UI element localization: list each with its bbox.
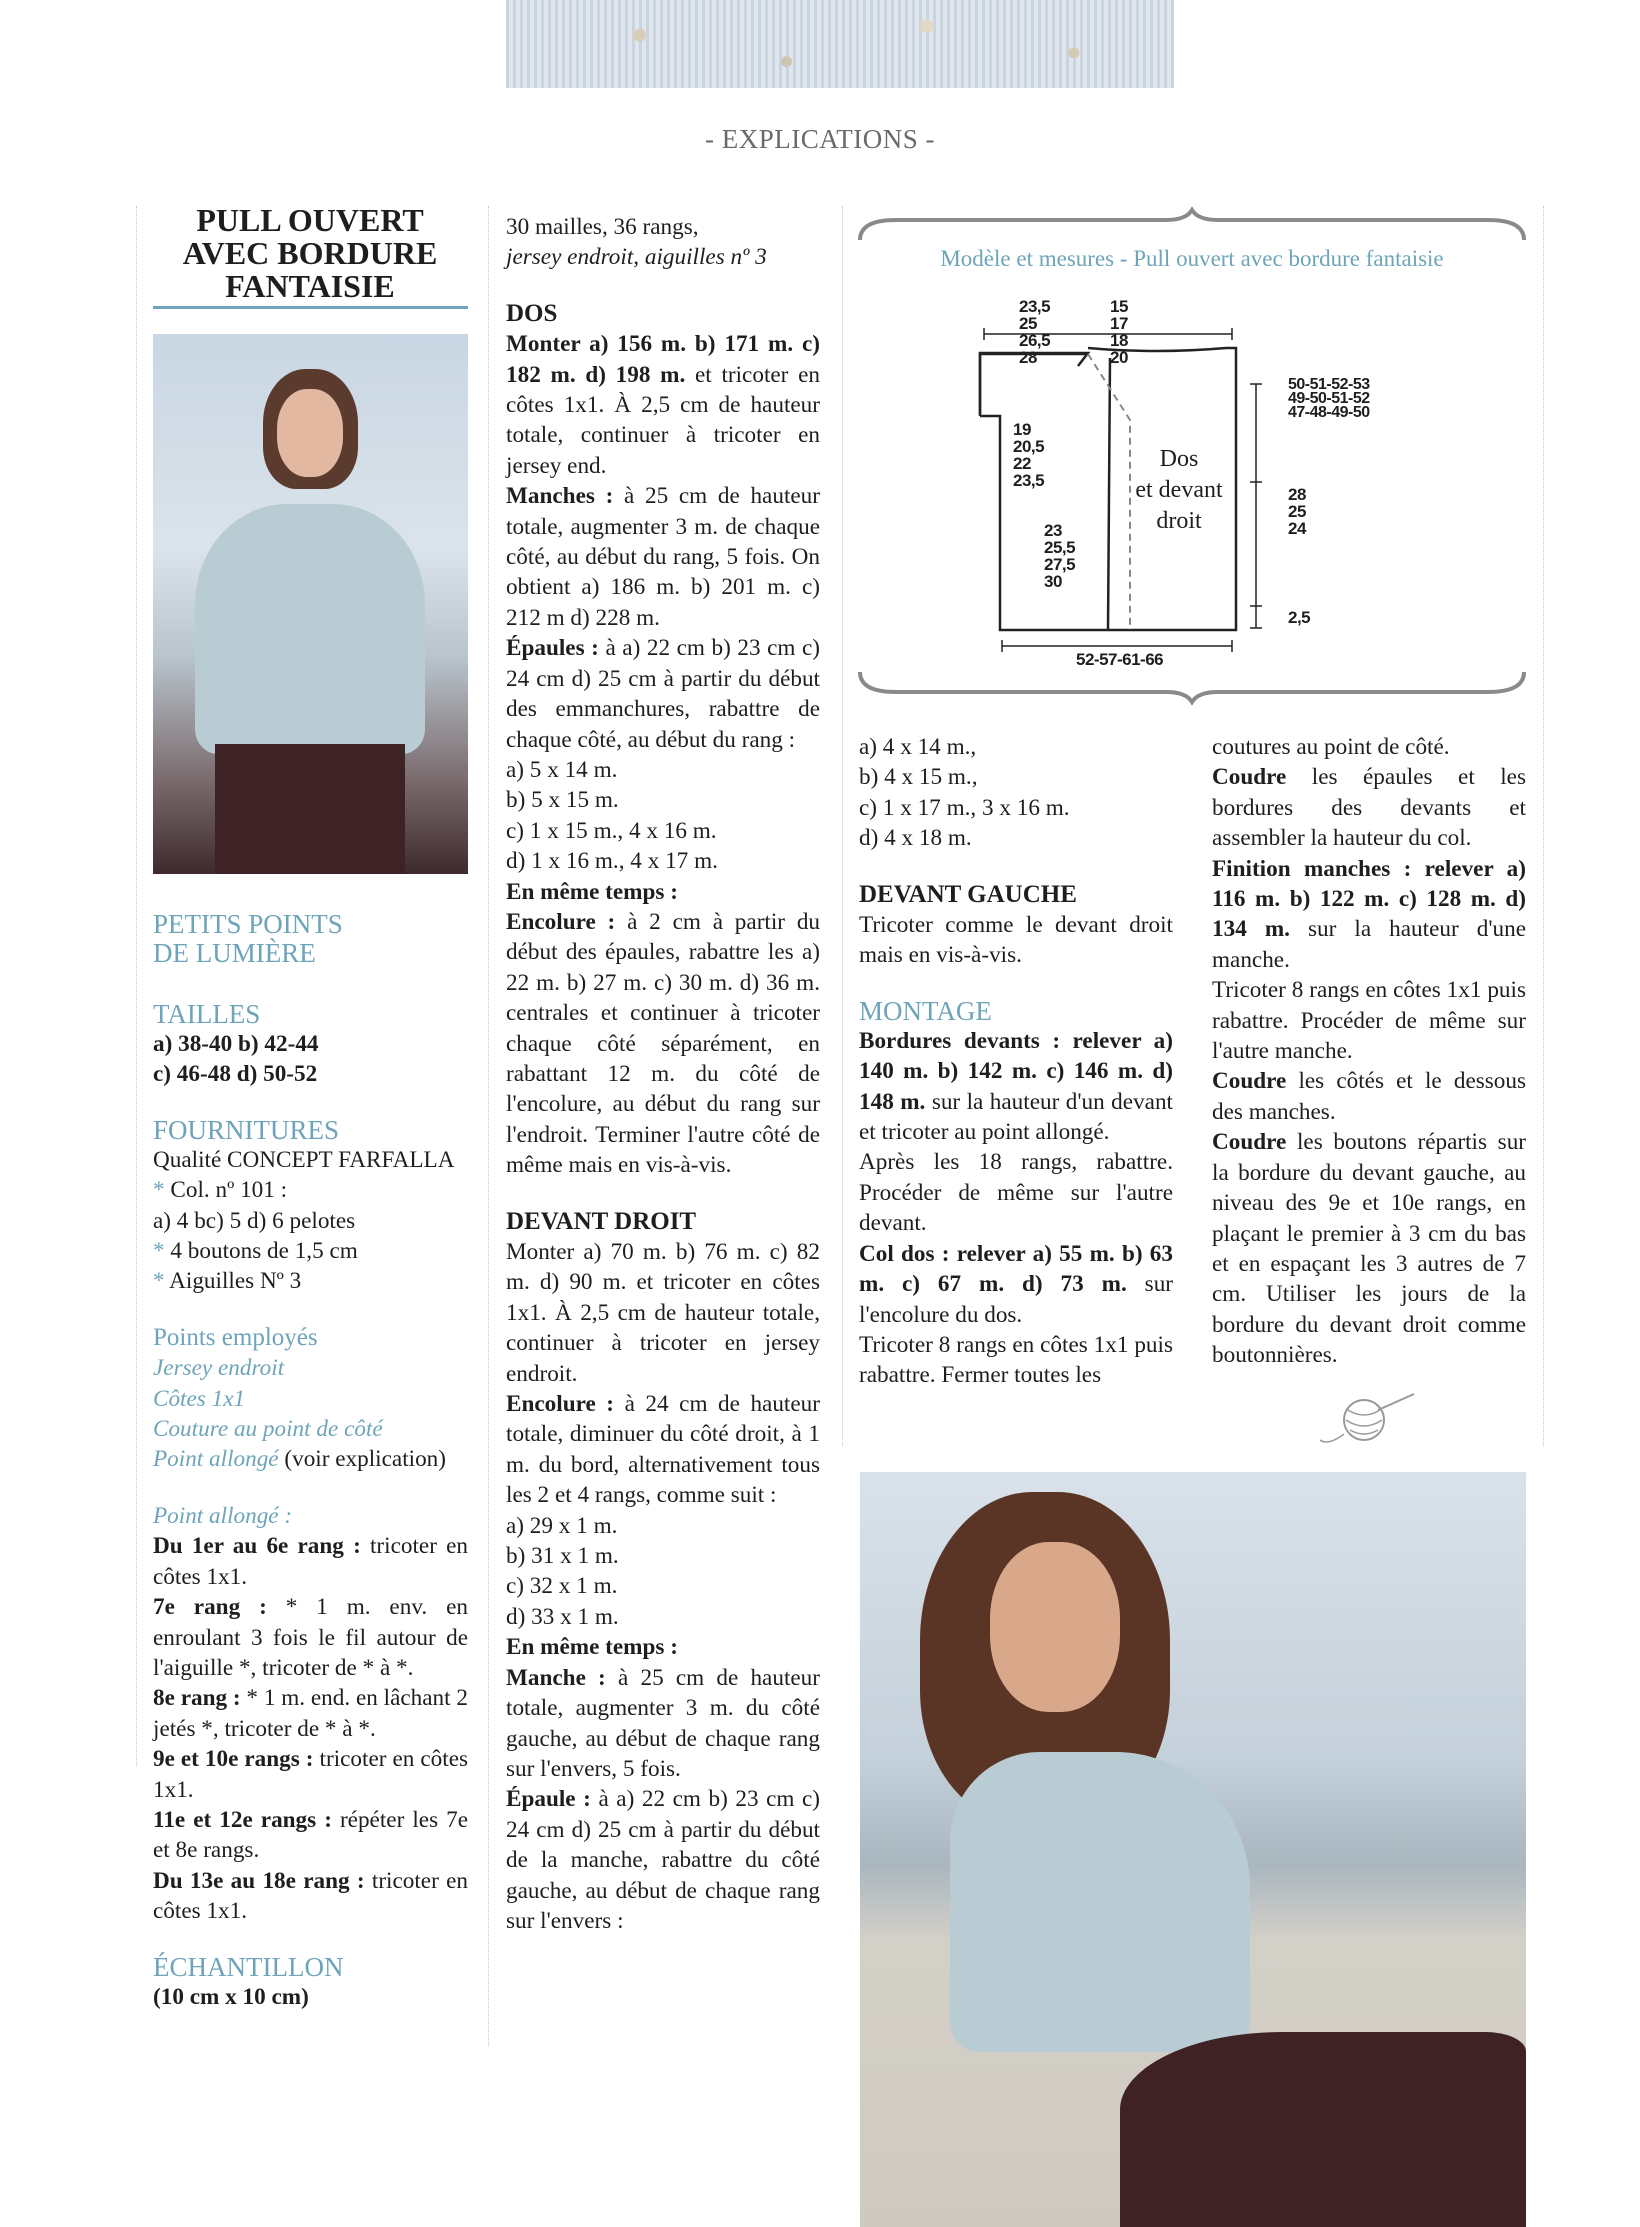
text: tricoter en côtes 1x1. (153, 1746, 469, 1803)
cardigan-shape (950, 1752, 1250, 2052)
label: Finition manches : relever a) 116 m. b) 122 m. c) 128 m. d) 134 m. (1212, 855, 1526, 943)
heading-montage: MONTAGE (859, 995, 992, 1026)
text: à 25 cm de hauteur totale, augmenter 3 m. du côté gauche, au début de chaque rang sur l'envers, 5 fois. (506, 1664, 820, 1782)
label: Bordures devants : relever a) 140 m. b) 142 m. c) 146 m. d) 148 m. (859, 1027, 1173, 1115)
face-shape (277, 389, 343, 477)
rang-instruction (153, 1683, 468, 1744)
cardigan-shape (195, 504, 425, 754)
dd-epaule (506, 1784, 820, 1936)
frame-bottom (860, 672, 1524, 702)
column-1 (153, 910, 468, 2012)
dim-value: 28 (1288, 485, 1306, 504)
list-item: d) 33 x 1 m. (506, 1603, 619, 1630)
dim-value: 27,5 (1044, 555, 1076, 574)
heading-points-employes: Points employés (153, 1323, 318, 1351)
title-line: FANTAISIE (225, 268, 395, 304)
label: 11e et 12e rangs : (153, 1806, 332, 1833)
dd-monter: Monter a) 70 m. b) 76 m. c) 82 m. d) 90 m. et tricoter en côtes 1x1. À 2,5 cm de hauteur totale, continuer à tricoter en jersey endroit. (506, 1239, 820, 1387)
list-item: d) 1 x 16 m., 4 x 17 m. (506, 848, 718, 875)
coudre-cotes (1212, 1066, 1526, 1127)
dim-value: 50-51-52-53 (1288, 376, 1370, 393)
text: et tricoter en côtes 1x1. À 2,5 cm de hauteur totale, continuer à tricoter en jersey end. (506, 361, 820, 479)
dim-value: 28 (1019, 348, 1037, 367)
dim-value: 24 (1288, 519, 1306, 538)
dim-value: 25 (1288, 502, 1306, 521)
skirt-shape (1120, 2032, 1526, 2227)
label: Coudre (1212, 764, 1287, 791)
column-2 (506, 212, 820, 1936)
dim-value: 23 (1044, 521, 1062, 540)
heading-dos: DOS (506, 299, 558, 327)
text: * 1 m. end. en lâchant 2 jetés *, tricoter de * à *. (153, 1685, 468, 1742)
text: sur la hauteur d'un devant et tricoter au point allongé. (859, 1088, 1173, 1146)
label: Encolure : (506, 1391, 615, 1418)
measurement-diagram (856, 206, 1528, 706)
finition-manches (1212, 854, 1526, 976)
text: répéter les 7e et 8e rangs. (153, 1806, 469, 1864)
echantillon-size: (10 cm x 10 cm) (153, 1983, 309, 2010)
tricoter-text: Tricoter 8 rangs en côtes 1x1 puis rabattre. Fermer toutes les (859, 1331, 1173, 1389)
column-divider (1543, 206, 1544, 1446)
text: à 24 cm de hauteur totale, diminuer du côté droit, à 1 m. du bord, alternativement tous les 2 et 4 rangs, comme suit : (506, 1391, 820, 1509)
heading-echantillon: ÉCHANTILLON (153, 1951, 344, 1982)
text: (voir explication) (284, 1446, 447, 1473)
tricoter-text: Tricoter 8 rangs en côtes 1x1 puis rabattre. Procéder de même sur l'autre manche. (1212, 977, 1526, 1065)
tailles-line: a) 38-40 b) 42-44 (153, 1031, 319, 1057)
dim-value: 25 (1019, 314, 1037, 333)
fournitures-aiguilles (153, 1266, 468, 1296)
point-item (153, 1444, 468, 1474)
label: Du 1er au 6e rang : (153, 1533, 361, 1560)
list-item: b) 5 x 15 m. (506, 787, 619, 814)
intro-line: jersey endroit, aiguilles nº 3 (506, 244, 767, 271)
dg-text: Tricoter comme le devant droit mais en vis-à-vis. (859, 912, 1173, 969)
label: Coudre (1212, 1068, 1287, 1095)
dim-value: 30 (1044, 572, 1062, 591)
article-title (150, 204, 470, 303)
label: 9e et 10e rangs : (153, 1746, 314, 1773)
dim-right-top (1288, 378, 1370, 420)
dim-right-mid (1288, 486, 1306, 537)
list-item: c) 1 x 17 m., 3 x 16 m. (859, 794, 1070, 821)
label: Du 13e au 18e rang : (153, 1867, 365, 1894)
column-divider (136, 206, 137, 1766)
apres-text: Après les 18 rangs, rabattre. Procéder de même sur l'autre devant. (859, 1149, 1173, 1237)
bullet: * (153, 1177, 165, 1204)
heading-line: DE LUMIÈRE (153, 938, 316, 968)
dim-mid-inner (1044, 522, 1075, 590)
text: à a) 22 cm b) 23 cm c) 24 cm d) 25 cm à partir du début de la manche, rabattre du côté gauche, au début de chaque rang sur l'envers : (506, 1786, 821, 1934)
column-4 (1212, 732, 1526, 1371)
tailles-line: c) 46-48 d) 50-52 (153, 1061, 318, 1088)
fournitures-qualite: Qualité CONCEPT FARFALLA (153, 1146, 455, 1173)
dim-value: 47-48-49-50 (1288, 404, 1370, 421)
dim-value: 26,5 (1019, 331, 1051, 350)
title-line: PULL OUVERT (196, 202, 424, 238)
piece-label-line: Dos (1159, 446, 1199, 472)
dim-value: 19 (1013, 420, 1031, 439)
label: 8e rang : (153, 1685, 241, 1712)
rang-instruction (153, 1592, 468, 1683)
text: à 2 cm à partir du début des épaules, rabattre les a) 22 m. b) 27 m. c) 30 m. d) 36 m. centrales et continuer à tricoter chaque côté séparément, en rabattant 12 m. du côté de l'encolure, au début du rang sur l'endroit. Terminer l'autre côté de même mais en vis-à-vis. (506, 908, 821, 1179)
text: à a) 22 cm b) 23 cm c) 24 cm d) 25 cm à partir du début des emmanchures, rabattre de chaque côté, au début du rang : (506, 635, 820, 753)
dim-value: 23,5 (1019, 297, 1051, 316)
text: sur la hauteur d'une manche. (1212, 916, 1526, 973)
model-photo-large (860, 1472, 1526, 2227)
piece-label-line: droit (1156, 508, 1202, 534)
list-item: b) 31 x 1 m. (506, 1543, 619, 1570)
coudre-epaules (1212, 762, 1526, 853)
title-underline (153, 306, 468, 309)
intro-line: 30 mailles, 36 rangs, (506, 214, 699, 240)
dim-top-left (1019, 298, 1050, 366)
heading-petits-points (153, 910, 468, 968)
heading-point-allonge: Point allongé : (153, 1502, 293, 1529)
text: tricoter en côtes 1x1. (153, 1867, 468, 1925)
diagram-title: Modèle et mesures - Pull ouvert avec bordure fantaisie (940, 246, 1444, 271)
label: Épaules : (506, 635, 599, 662)
dim-left-inner (1013, 421, 1044, 489)
text: Point allongé (153, 1446, 279, 1473)
bullet: * (153, 1268, 165, 1295)
rang-instruction (153, 1805, 468, 1866)
piece-label-line: et devant (1135, 477, 1223, 503)
list-item: a) 5 x 14 m. (506, 756, 618, 783)
dim-value: 22 (1013, 454, 1031, 473)
dd-encolure (506, 1389, 820, 1511)
label: Épaule : (506, 1786, 591, 1813)
yarn-ball-icon (1318, 1390, 1418, 1450)
yarn-swatch-image (506, 0, 1174, 88)
coudre-boutons (1212, 1127, 1526, 1370)
dim-value: 23,5 (1013, 471, 1045, 490)
dim-value: 15 (1110, 297, 1128, 316)
bordures-devants (859, 1026, 1173, 1148)
meme-temps: En même temps : (506, 1634, 678, 1661)
label: 7e rang : (153, 1594, 267, 1621)
text: tricoter en côtes 1x1. (153, 1533, 469, 1590)
dim-right-bottom: 2,5 (1288, 608, 1311, 627)
heading-fournitures: FOURNITURES (153, 1114, 340, 1145)
face-shape (990, 1542, 1120, 1712)
text: 4 boutons de 1,5 cm (170, 1238, 358, 1265)
heading-line: PETITS POINTS (153, 909, 343, 939)
label: Encolure : (506, 908, 616, 935)
text: à 25 cm de hauteur totale, augmenter 3 m. de chaque côté, au début du rang, 5 fois. On obtient a) 186 m. b) 201 m. c) 212 m d) 228 m. (506, 483, 820, 631)
text: les épaules et les bordures des devants et assembler la hauteur du col. (1212, 764, 1527, 852)
center-line (1108, 358, 1110, 630)
list-item: d) 4 x 18 m. (859, 825, 972, 852)
label: Col dos : relever a) 55 m. b) 63 m. c) 67 m. d) 73 m. (859, 1240, 1173, 1298)
col-dos (859, 1239, 1173, 1330)
yarn-ball-svg (1318, 1390, 1418, 1450)
point-item: Jersey endroit (153, 1355, 285, 1382)
model-photo (153, 334, 468, 874)
dim-value: 25,5 (1044, 538, 1076, 557)
point-item: Couture au point de côté (153, 1416, 383, 1443)
text: Col. nº 101 : (170, 1177, 288, 1204)
skirt-shape (215, 744, 405, 874)
bullet: * (153, 1238, 165, 1265)
list-item: a) 4 x 14 m., (859, 734, 977, 760)
point-item: Côtes 1x1 (153, 1385, 246, 1412)
dd-manche (506, 1663, 820, 1785)
dim-bottom: 52-57-61-66 (1076, 650, 1164, 669)
heading-devant-droit: DEVANT DROIT (506, 1207, 697, 1235)
list-item: c) 32 x 1 m. (506, 1573, 618, 1600)
label: Manches : (506, 483, 614, 510)
label: Coudre (1212, 1129, 1287, 1156)
text: les côtés et le dessous des manches. (1212, 1068, 1526, 1125)
heading-tailles: TAILLES (153, 999, 261, 1029)
fournitures-col (153, 1175, 468, 1205)
dos-epaules (506, 633, 820, 755)
heading-devant-gauche: DEVANT GAUCHE (859, 880, 1077, 908)
rang-instruction (153, 1866, 468, 1927)
label: Manche : (506, 1664, 606, 1691)
dos-manches (506, 481, 820, 633)
column-divider (488, 206, 489, 2046)
dos-monter (506, 329, 820, 481)
dim-value: 17 (1110, 314, 1128, 333)
dim-value: 20 (1110, 348, 1128, 367)
section-header: - EXPLICATIONS - (705, 124, 935, 154)
column-divider (842, 206, 843, 1446)
rang-instruction (153, 1531, 468, 1592)
dim-value: 18 (1110, 331, 1128, 350)
dos-encolure (506, 907, 820, 1181)
title-line: AVEC BORDURE (182, 235, 438, 271)
label: Monter a) 156 m. b) 171 m. c) 182 m. d) 198 m. (506, 331, 820, 388)
text: Aiguilles Nº 3 (169, 1268, 302, 1295)
fournitures-boutons (153, 1236, 468, 1266)
dim-top-right (1110, 298, 1128, 366)
meme-temps: En même temps : (506, 878, 678, 905)
fournitures-pelotes: a) 4 bc) 5 d) 6 pelotes (153, 1207, 356, 1234)
text: les boutons répartis sur la bordure du devant gauche, au niveau des 9e et 10e rangs, en plaçant le premier à 3 cm du bas et en espaçant les 3 autres de 7 cm. Utiliser les jours de la bordure du devant droit comme boutonnières. (1212, 1129, 1527, 1369)
piece-label (1124, 444, 1234, 537)
frame-top (860, 210, 1524, 240)
rang-instruction (153, 1744, 468, 1805)
list-item: b) 4 x 15 m., (859, 764, 978, 791)
text: sur l'encolure du dos. (859, 1271, 1174, 1328)
text: * 1 m. env. en enroulant 3 fois le fil autour de l'aiguille *, tricoter de * à *. (153, 1594, 468, 1681)
column-3 (859, 732, 1173, 1391)
list-item: a) 29 x 1 m. (506, 1512, 618, 1539)
coutures-text: coutures au point de côté. (1212, 734, 1450, 760)
list-item: c) 1 x 15 m., 4 x 16 m. (506, 817, 717, 844)
dim-value: 49-50-51-52 (1288, 390, 1370, 407)
dim-value: 20,5 (1013, 437, 1045, 456)
